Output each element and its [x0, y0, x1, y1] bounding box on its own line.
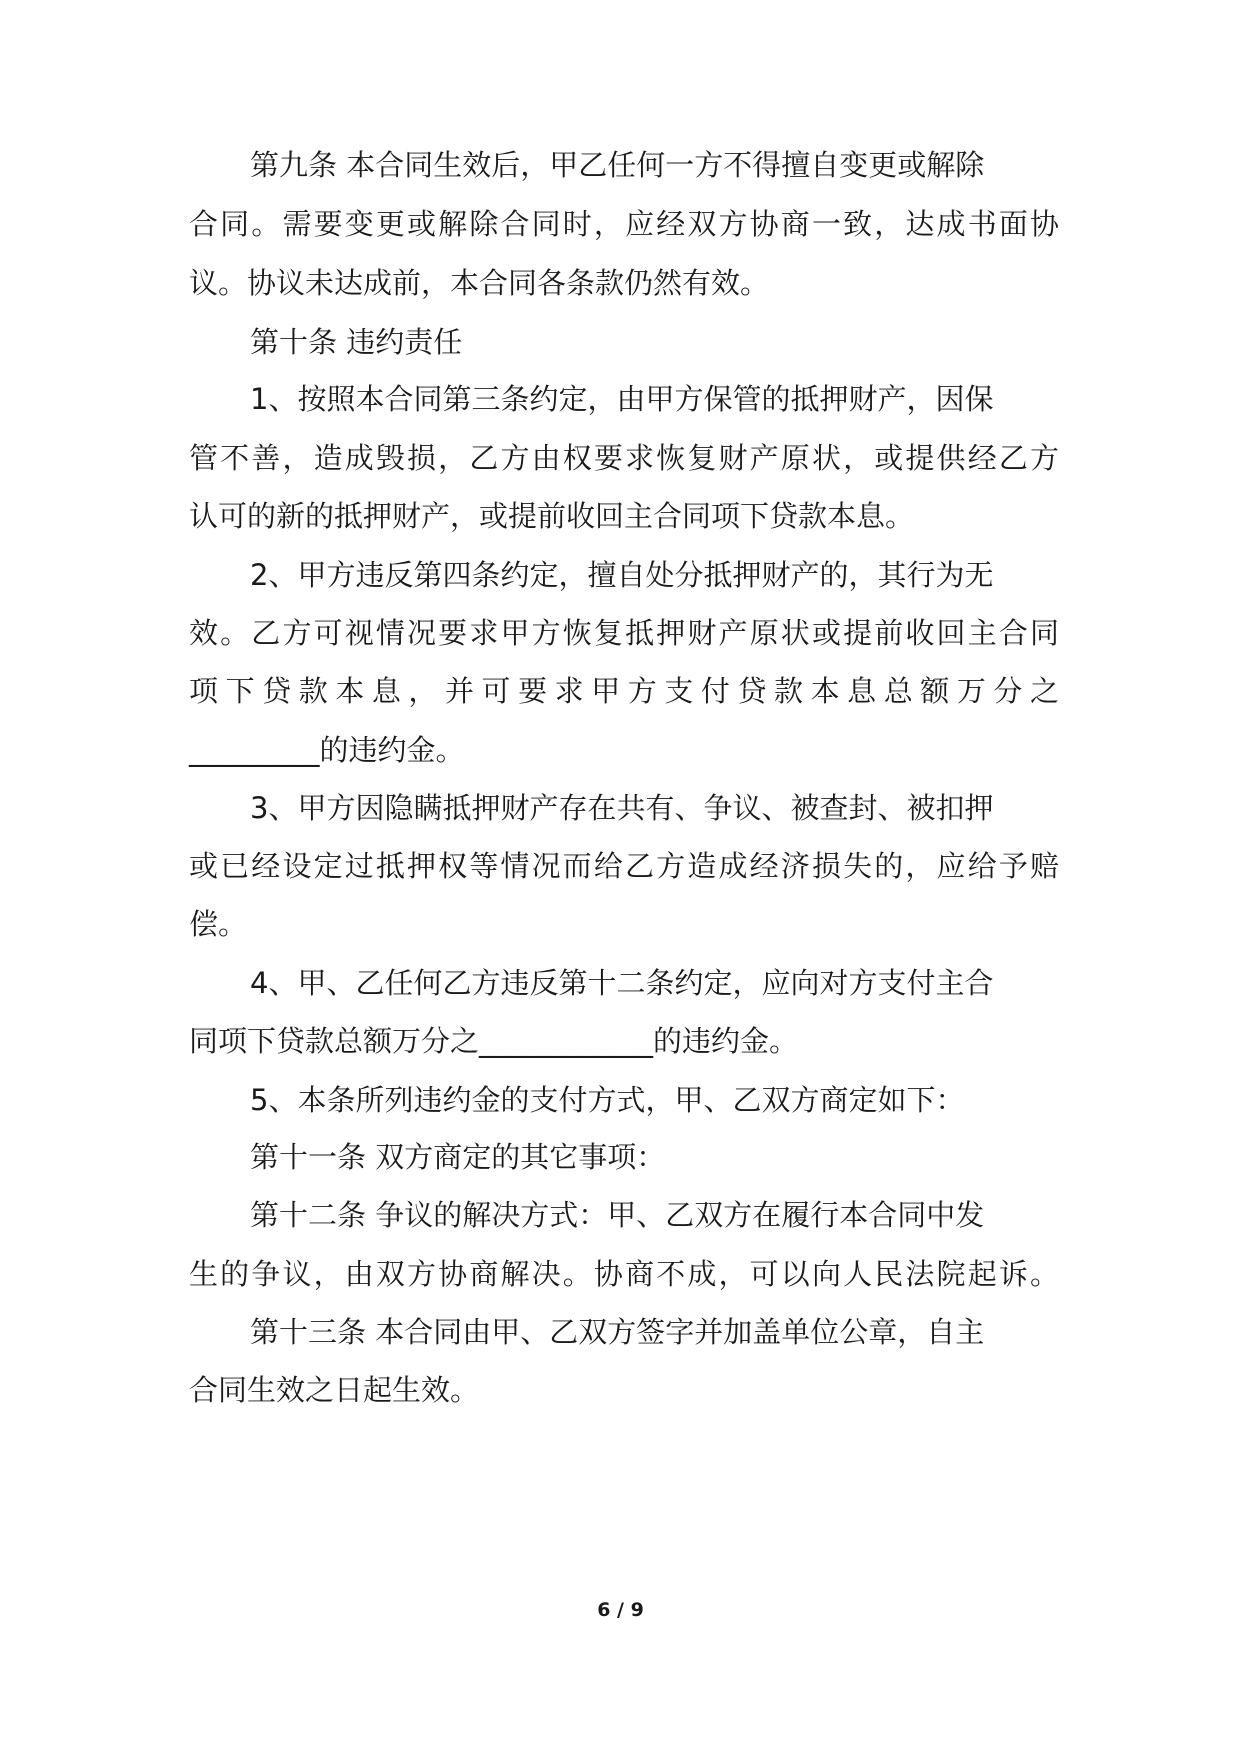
text-line: 1、按照本合同第三条约定，由甲方保管的抵押财产，因保 — [250, 382, 994, 416]
text-line: 或已经设定过抵押权等情况而给乙方造成经济损失的，应给予赔 — [189, 849, 1059, 883]
text-line: 效。乙方可视情况要求甲方恢复抵押财产原状或提前收回主合同 — [189, 616, 1059, 650]
text-line: 偿。 — [189, 907, 248, 941]
text-line: 第十条 违约责任 — [250, 325, 463, 359]
text-line: 第九条 本合同生效后，甲乙任何一方不得擅自变更或解除 — [250, 148, 985, 182]
text-line: 同项下贷款总额万分之____________的违约金。 — [189, 1024, 799, 1058]
text-line: 管不善，造成毁损，乙方由权要求恢复财产原状，或提供经乙方 — [189, 441, 1059, 475]
text-line: 合同生效之日起生效。 — [189, 1373, 480, 1407]
text-line: 第十二条 争议的解决方式：甲、乙双方在履行本合同中发 — [250, 1198, 985, 1232]
text-line: 认可的新的抵押财产，或提前收回主合同项下贷款本息。 — [189, 499, 915, 533]
text-line: 合同。需要变更或解除合同时，应经双方协商一致，达成书面协 — [189, 207, 1059, 241]
text-line: 2、甲方违反第四条约定，擅自处分抵押财产的，其行为无 — [250, 558, 994, 592]
text-line: 第十三条 本合同由甲、乙双方签字并加盖单位公章，自主 — [250, 1315, 985, 1349]
text-line: 3、甲方因隐瞒抵押财产存在共有、争议、被查封、被扣押 — [250, 791, 994, 825]
text-line: 4、甲、乙任何乙方违反第十二条约定，应向对方支付主合 — [250, 966, 994, 1000]
text-line: 第十一条 双方商定的其它事项： — [250, 1140, 666, 1174]
text-line: 项下贷款本息，并可要求甲方支付贷款本息总额万分之 — [189, 674, 1059, 708]
text-line: 5、本条所列违约金的支付方式，甲、乙双方商定如下： — [250, 1083, 965, 1117]
text-line: 议。协议未达成前，本合同各条款仍然有效。 — [189, 266, 770, 300]
text-line: _________的违约金。 — [189, 733, 465, 767]
text-line: 生的争议，由双方协商解决。协商不成，可以向人民法院起诉。 — [189, 1257, 1059, 1291]
page-number: 6 / 9 — [597, 1599, 644, 1621]
